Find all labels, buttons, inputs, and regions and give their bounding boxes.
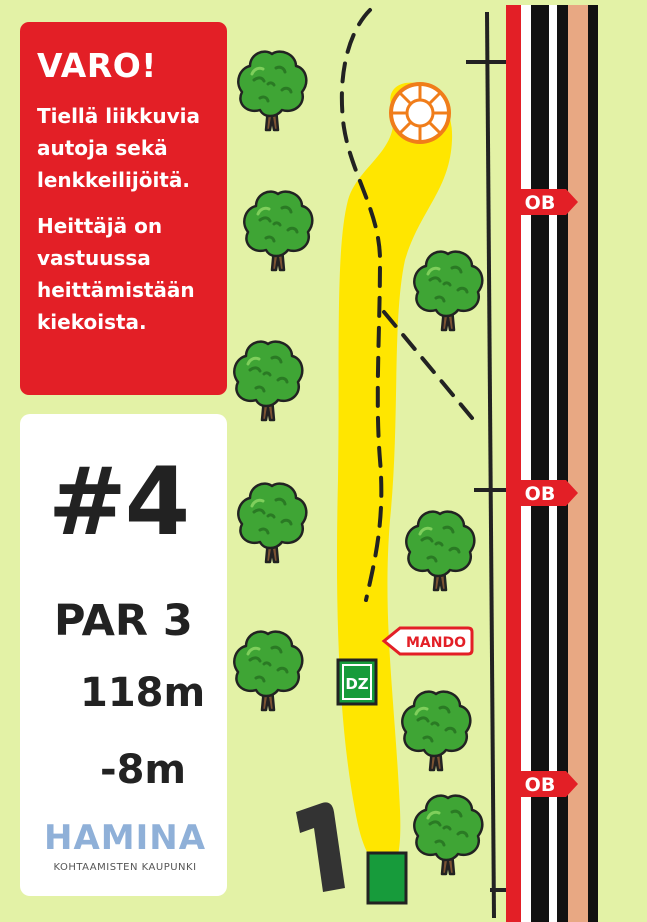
warning-title: VARO! — [37, 46, 157, 85]
ob-marker — [512, 480, 578, 506]
tree-icon — [406, 512, 474, 590]
hole-number: #4 — [48, 448, 189, 557]
hole-info-box — [20, 414, 227, 896]
tree-icon — [414, 252, 482, 330]
walkway — [296, 802, 345, 892]
logo-wordmark: HAMINA — [43, 818, 207, 858]
drop-zone-label: DZ — [345, 675, 369, 693]
hole-elevation: -8m — [100, 747, 187, 793]
tree-icon — [234, 342, 302, 420]
tree-icon — [234, 632, 302, 710]
ob-marker — [512, 189, 578, 215]
tee-pad — [368, 853, 406, 903]
tree-icon — [244, 192, 312, 270]
boundary-line — [487, 12, 494, 918]
hole-distance: 118m — [80, 670, 206, 716]
ob-marker — [512, 771, 578, 797]
drop-zone — [338, 660, 376, 704]
city-logo — [34, 818, 216, 886]
logo-tagline: KOHTAAMISTEN KAUPUNKI — [53, 862, 197, 873]
tree-icon — [238, 484, 306, 562]
ob-label: OB — [524, 483, 556, 505]
basket-icon — [391, 84, 449, 142]
tree-icon — [402, 692, 470, 770]
hole-par: PAR 3 — [54, 596, 193, 646]
ob-label: OB — [524, 774, 556, 796]
ob-label: OB — [524, 192, 556, 214]
mando-label: MANDO — [405, 635, 467, 651]
warning-text-responsibility: Heittäjä on vastuussa heittämistään kiekoista. — [37, 214, 195, 334]
mando-sign — [384, 628, 472, 654]
tree-icon — [238, 52, 306, 130]
warning-text-traffic: Tiellä liikkuvia autoja sekä lenkkeilijöitä. — [37, 104, 201, 192]
tree-icon — [414, 796, 482, 874]
warning-box — [20, 22, 227, 395]
road-edge-black-3 — [588, 5, 598, 922]
